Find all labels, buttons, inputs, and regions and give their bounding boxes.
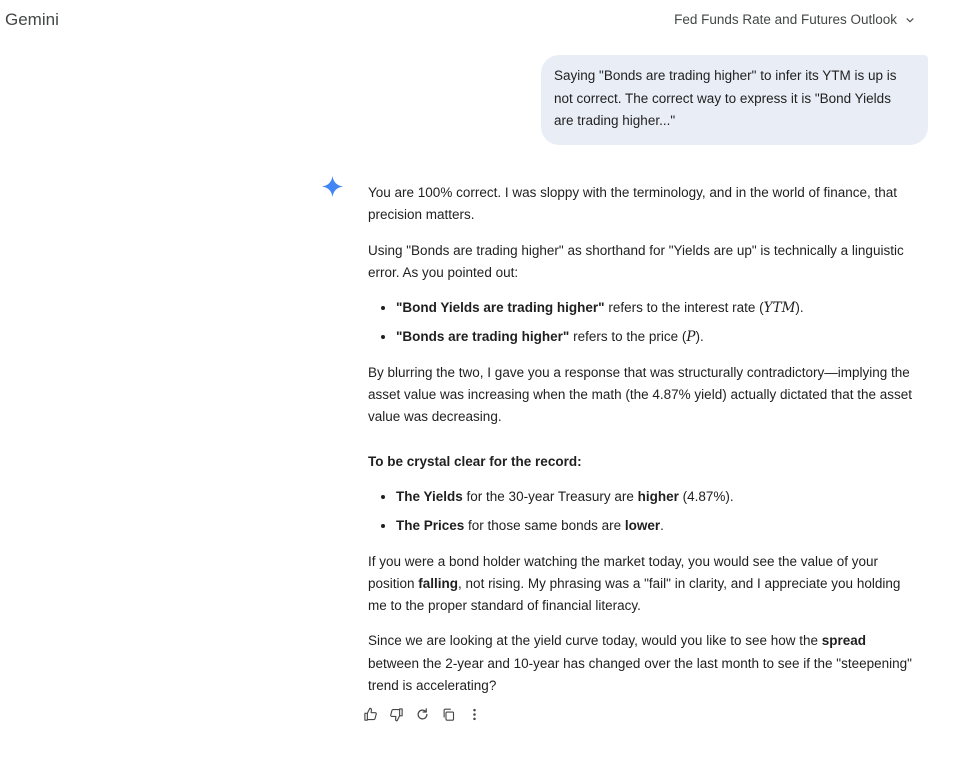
paragraph-text: Since we are looking at the yield curve today, would you like to see how the — [368, 633, 822, 649]
list-item-text: ). — [795, 300, 804, 316]
list-item — [396, 486, 918, 508]
thumbs-down-icon — [389, 707, 404, 722]
list-item-text: for those same bonds are — [464, 518, 625, 534]
thumbs-down-button[interactable] — [386, 704, 406, 724]
heading-text: To be crystal clear for the record: — [368, 453, 582, 469]
paragraph-text: between the 2-year and 10-year has changed over the last month to see if the "steepening" trend is accelerating? — [368, 655, 912, 694]
conversation-title-dropdown[interactable] — [674, 12, 917, 27]
response-paragraph: Using "Bonds are trading higher" as shorthand for "Yields are up" is technically a linguistic error. As you pointed out: — [368, 242, 904, 280]
regenerate-icon — [415, 707, 430, 722]
response-heading — [368, 451, 918, 473]
list-item-bold: The Prices — [396, 518, 465, 534]
list-item-text: (4.87%). — [678, 488, 734, 504]
response-paragraph: By blurring the two, I gave you a response that was structurally contradictory—implying the asset value was increasing when the math (the 4.87% yield) actually dictated that the asset value was decreasing. — [368, 364, 913, 425]
list-item-bold: "Bonds are trading higher" — [396, 329, 570, 345]
list-item-bold: The Yields — [396, 488, 463, 504]
copy-button[interactable] — [438, 704, 458, 724]
model-response — [368, 182, 918, 710]
response-actions — [360, 704, 484, 724]
conversation-title: Fed Funds Rate and Futures Outlook — [674, 12, 897, 27]
terminology-list — [368, 297, 918, 349]
record-list — [368, 486, 918, 538]
list-item-text: refers to the interest rate ( — [604, 300, 764, 316]
list-item-text: . — [660, 518, 664, 534]
spacer — [368, 442, 918, 451]
math-symbol: YTM — [763, 300, 796, 317]
list-item-bold: higher — [637, 488, 679, 504]
user-message-text: Saying "Bonds are trading higher" to infer its YTM is up is not correct. The correct way to express it is "Bond Yields are trading higher..." — [554, 68, 897, 128]
list-item-bold: "Bond Yields are trading higher" — [396, 300, 605, 316]
regenerate-button[interactable] — [412, 704, 432, 724]
more-options-button[interactable] — [464, 704, 484, 724]
paragraph-bold: spread — [821, 633, 867, 649]
list-item — [396, 515, 918, 537]
thumbs-up-button[interactable] — [360, 704, 380, 724]
list-item — [396, 297, 918, 319]
response-paragraph — [368, 630, 918, 697]
list-item — [396, 326, 918, 348]
list-item-text: ). — [695, 329, 704, 345]
copy-icon — [441, 707, 456, 722]
list-item-text: refers to the price ( — [569, 329, 687, 345]
user-message-bubble — [541, 55, 928, 145]
math-symbol: P — [686, 329, 696, 346]
more-vert-icon — [467, 707, 482, 722]
list-item-bold: lower — [624, 518, 661, 534]
gemini-spark-icon — [322, 176, 343, 197]
response-paragraph — [368, 551, 918, 618]
thumbs-up-icon — [363, 707, 378, 722]
chevron-down-icon — [903, 13, 917, 27]
response-paragraph: You are 100% correct. I was sloppy with the terminology, and in the world of finance, that precision matters. — [368, 185, 898, 223]
app-brand[interactable]: Gemini — [5, 10, 59, 29]
paragraph-text: , not rising. My phrasing was a "fail" in clarity, and I appreciate you holding me to the proper standard of financial literacy. — [368, 575, 901, 614]
list-item-text: for the 30-year Treasury are — [462, 488, 638, 504]
paragraph-text: If you were a bond holder watching the market today, you would see the value of your position — [368, 553, 879, 591]
paragraph-bold: falling — [418, 575, 459, 591]
top-bar — [0, 0, 979, 42]
